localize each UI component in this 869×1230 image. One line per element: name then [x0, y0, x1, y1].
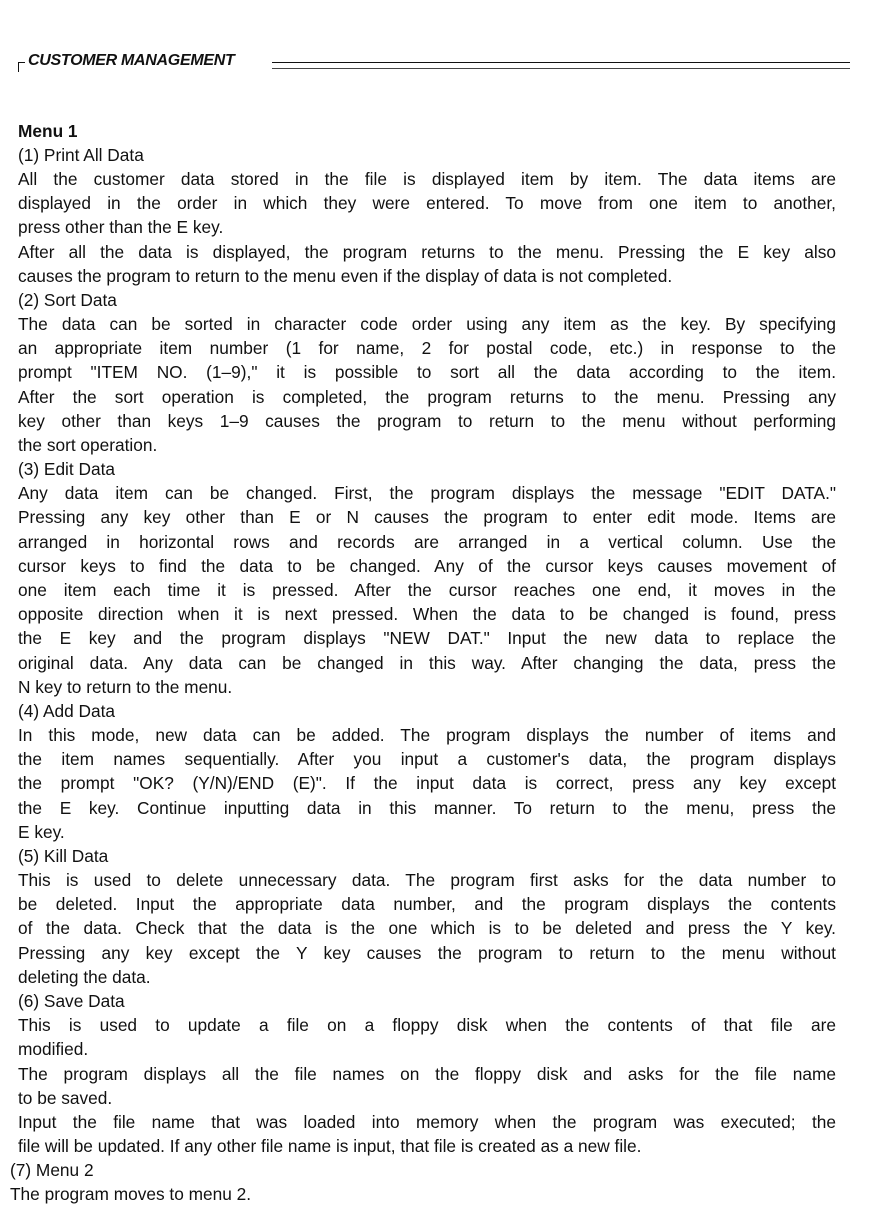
text-line: deleting the data.	[18, 966, 151, 987]
paragraph	[18, 481, 836, 699]
header-rule-secondary	[272, 68, 850, 69]
text-line: causes the program to return to the menu even if the display of data is not completed.	[18, 265, 673, 286]
text-line: the E key and the program displays "NEW DAT." Input the new data to replace the	[18, 628, 836, 649]
section-heading: (6) Save Data	[18, 991, 125, 1012]
text-line: All the customer data stored in the file is displayed item by item. The data items are	[18, 169, 836, 189]
text-line: arranged in horizontal rows and records are arranged in a vertical column. Use the	[18, 531, 836, 552]
section	[18, 288, 836, 457]
paragraph	[18, 1013, 836, 1061]
text-line: an appropriate item number (1 for name, 2 for postal code, etc.) in response to the	[18, 338, 836, 359]
text-line: The program moves to menu 2.	[10, 1184, 252, 1205]
paragraph	[18, 167, 836, 240]
text-line: The program displays all the file names on the floppy disk and asks for the file name	[18, 1063, 836, 1084]
section-heading: (1) Print All Data	[18, 145, 144, 165]
section-heading: (5) Kill Data	[18, 846, 109, 867]
section	[18, 143, 836, 288]
text-line: to be saved.	[18, 1087, 113, 1108]
paragraph	[18, 868, 836, 989]
section-heading: (7) Menu 2	[10, 1160, 94, 1181]
text-line: Any data item can be changed. First, the program displays the message "EDIT DATA."	[18, 483, 836, 504]
text-line: In this mode, new data can be added. The program displays the number of items and	[18, 725, 836, 746]
paragraph	[18, 1062, 836, 1110]
text-line: This is used to update a file on a floppy disk when the contents of that file are	[18, 1015, 836, 1036]
section-heading: (2) Sort Data	[18, 290, 117, 311]
text-line: opposite direction when it is next pressed. When the data to be changed is found, press	[18, 604, 836, 625]
section	[18, 699, 836, 844]
text-line: cursor keys to find the data to be changed. Any of the cursor keys causes movement of	[18, 555, 836, 576]
menu-title: Menu 1	[18, 121, 78, 141]
header-bracket	[18, 62, 25, 72]
text-line: After all the data is displayed, the program returns to the menu. Pressing the E key also	[18, 241, 836, 262]
paragraph	[10, 1182, 836, 1206]
section-heading: (4) Add Data	[18, 701, 116, 722]
section	[18, 844, 836, 989]
text-line: be deleted. Input the appropriate data number, and the program displays the contents	[18, 894, 836, 915]
text-line: This is used to delete unnecessary data. The program first asks for the data number to	[18, 870, 836, 891]
section	[18, 989, 836, 1158]
header-rule	[272, 62, 850, 63]
text-line: file will be updated. If any other file name is input, that file is created as a new file.	[18, 1136, 642, 1157]
text-line: press other than the E key.	[18, 217, 224, 238]
text-line: After the sort operation is completed, the program returns to the menu. Pressing any	[18, 386, 836, 407]
text-line: Pressing any key except the Y key causes the program to return to the menu without	[18, 942, 836, 963]
header-title: CUSTOMER MANAGEMENT	[28, 52, 235, 69]
page-header	[18, 52, 850, 72]
paragraph	[18, 723, 836, 844]
text-line: The data can be sorted in character code order using any item as the key. By specifying	[18, 314, 836, 335]
text-line: displayed in the order in which they were entered. To move from one item to another,	[18, 193, 836, 214]
paragraph	[18, 240, 836, 288]
text-line: one item each time it is pressed. After the cursor reaches one end, it moves in the	[18, 580, 836, 601]
text-line: the prompt "OK? (Y/N)/END (E)". If the input data is correct, press any key except	[18, 773, 836, 794]
text-line: original data. Any data can be changed in this way. After changing the data, press the	[18, 652, 836, 673]
text-line: Pressing any key other than E or N causes the program to enter edit mode. Items are	[18, 507, 836, 528]
section-heading: (3) Edit Data	[18, 459, 116, 480]
text-line: prompt "ITEM NO. (1–9)," it is possible to sort all the data according to the item.	[18, 362, 836, 383]
text-line: modified.	[18, 1039, 89, 1060]
text-line: the sort operation.	[18, 435, 158, 456]
document-body	[10, 119, 836, 1207]
text-line: E key.	[18, 821, 65, 842]
section	[18, 457, 836, 699]
paragraph	[18, 1110, 836, 1158]
text-line: of the data. Check that the data is the one which is to be deleted and press the Y key.	[18, 918, 836, 939]
text-line: the E key. Continue inputting data in this manner. To return to the menu, press the	[18, 797, 836, 818]
section	[10, 1158, 836, 1206]
text-line: the item names sequentially. After you input a customer's data, the program displays	[18, 749, 836, 770]
text-line: N key to return to the menu.	[18, 676, 233, 697]
text-line: key other than keys 1–9 causes the program to return to the menu without performing	[18, 410, 836, 431]
sections-container	[10, 143, 836, 1207]
text-line: Input the file name that was loaded into memory when the program was executed; the	[18, 1111, 836, 1132]
paragraph	[18, 312, 836, 457]
